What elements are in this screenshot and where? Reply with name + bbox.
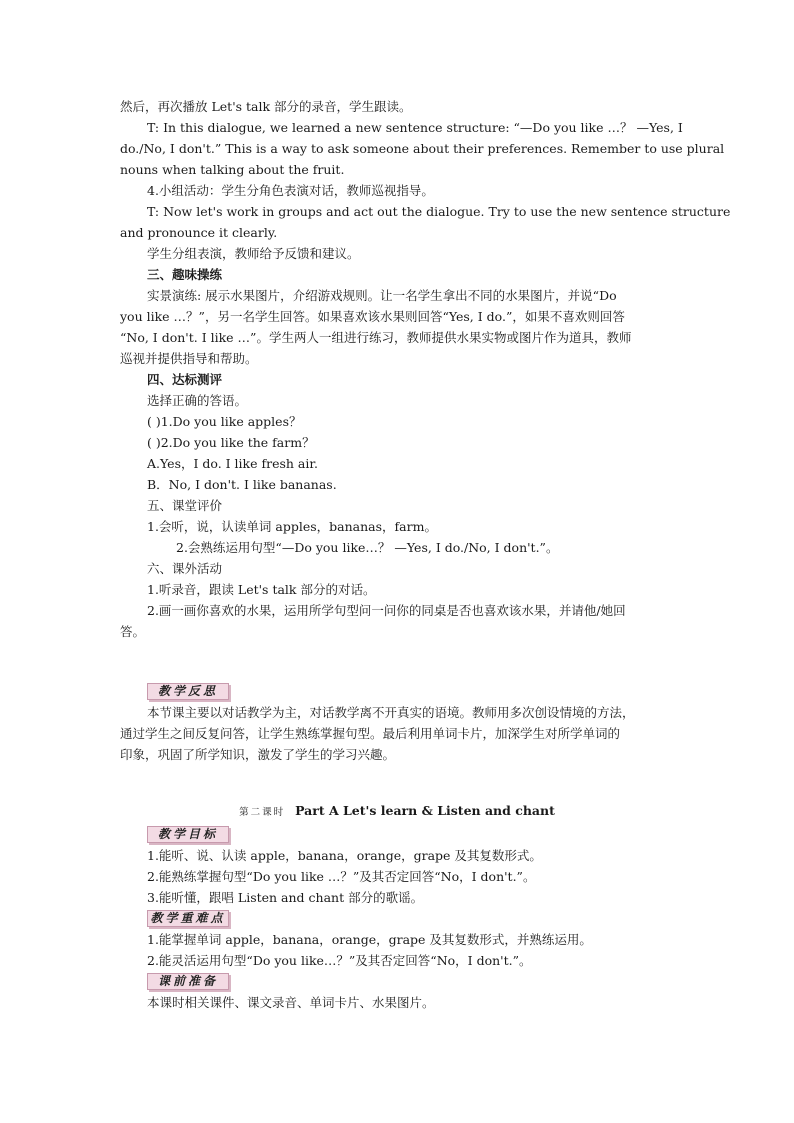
extra-item: 1.听录音，跟读 Let's talk 部分的对话。 [147, 582, 376, 597]
objectives-badge: 教学目标 [147, 826, 229, 843]
reflection-line: 通过学生之间反复问答，让学生熟练掌握句型。最后利用单词卡片，加深学生对所学单词的 [120, 726, 621, 741]
teacher-speech-line: T: In this dialogue, we learned a new sentence structure: “—Do you like …？ —Yes, I [147, 120, 683, 135]
reflection-badge: 教学反思 [147, 683, 229, 700]
body-text-line: 实景演练: 展示水果图片，介绍游戏规则。让一名学生拿出不同的水果图片，并说“Do [147, 288, 617, 303]
body-text-line: 学生分组表演，教师给予反馈和建议。 [147, 246, 360, 261]
eval-item: 2.会熟练运用句型“—Do you like…？ —Yes, I do./No, I don't.”。 [176, 540, 559, 555]
body-text-line: 巡视并提供指导和帮助。 [120, 351, 258, 366]
extra-item: 答。 [120, 624, 146, 639]
lesson-period: 第二课时 [239, 807, 286, 818]
objective-item: 3.能听懂，跟唱 Listen and chant 部分的歌谣。 [147, 890, 424, 905]
reflection-line: 印象，巩固了所学知识，激发了学生的学习兴趣。 [120, 747, 396, 762]
section-heading-extra: 六、课外活动 [147, 561, 223, 576]
body-text-line: 然后，再次播放 Let's talk 部分的录音，学生跟读。 [120, 99, 412, 114]
section-heading-test: 四、达标测评 [147, 372, 223, 387]
reflection-line: 本节课主要以对话教学为主，对话教学离不开真实的语境。教师用多次创设情境的方法， [147, 705, 635, 720]
key-point-item: 1.能掌握单词 apple，banana，orange，grape 及其复数形式，并熟练运用。 [147, 932, 592, 947]
body-text-line: and pronounce it clearly. [120, 225, 278, 240]
body-text-line: “No, I don't. I like …”。学生两人一组进行练习，教师提供水果实物或图片作为道具，教师 [120, 330, 632, 345]
section-heading-eval: 五、课堂评价 [147, 498, 223, 513]
test-question: ( )1.Do you like apples？ [147, 414, 302, 429]
key-points-badge: 教学重难点 [147, 910, 229, 927]
eval-item: 1.会听，说，认读单词 apples，bananas，farm。 [147, 519, 437, 534]
body-text-line: you like …？”，另一名学生回答。如果喜欢该水果则回答“Yes, I do.”，如果不喜欢则回答 [120, 309, 625, 324]
test-question: ( )2.Do you like the farm？ [147, 435, 315, 450]
lesson-title [0, 803, 794, 821]
body-text-line: do./No, I don't.” This is a way to ask someone about their preferences. Remember to use plural [120, 141, 725, 156]
test-option: B．No, I don't. I like bananas. [147, 477, 337, 492]
test-option: A.Yes，I do. I like fresh air. [147, 456, 318, 471]
objective-item: 1.能听、说、认读 apple，banana，orange，grape 及其复数形式。 [147, 848, 542, 863]
objective-item: 2.能熟练掌握句型“Do you like …？”及其否定回答“No，I don't.”。 [147, 869, 536, 884]
preparation-text: 本课时相关课件、课文录音、单词卡片、水果图片。 [147, 995, 435, 1010]
activity-step: 4.小组活动：学生分角色表演对话，教师巡视指导。 [147, 183, 434, 198]
key-point-item: 2.能灵活运用句型“Do you like…？”及其否定回答“No，I don't.”。 [147, 953, 532, 968]
extra-item: 2.画一画你喜欢的水果，运用所学句型问一问你的同桌是否也喜欢该水果，并请他/她回 [147, 603, 626, 618]
test-instruction: 选择正确的答语。 [147, 393, 248, 408]
lesson-title-text: Part A Let's learn & Listen and chant [295, 803, 555, 818]
body-text-line: nouns when talking about the fruit. [120, 162, 345, 177]
teacher-speech-line: T: Now let's work in groups and act out the dialogue. Try to use the new sentence structure [147, 204, 731, 219]
preparation-badge: 课前准备 [147, 973, 229, 990]
section-heading-fun: 三、趣味操练 [147, 267, 223, 282]
